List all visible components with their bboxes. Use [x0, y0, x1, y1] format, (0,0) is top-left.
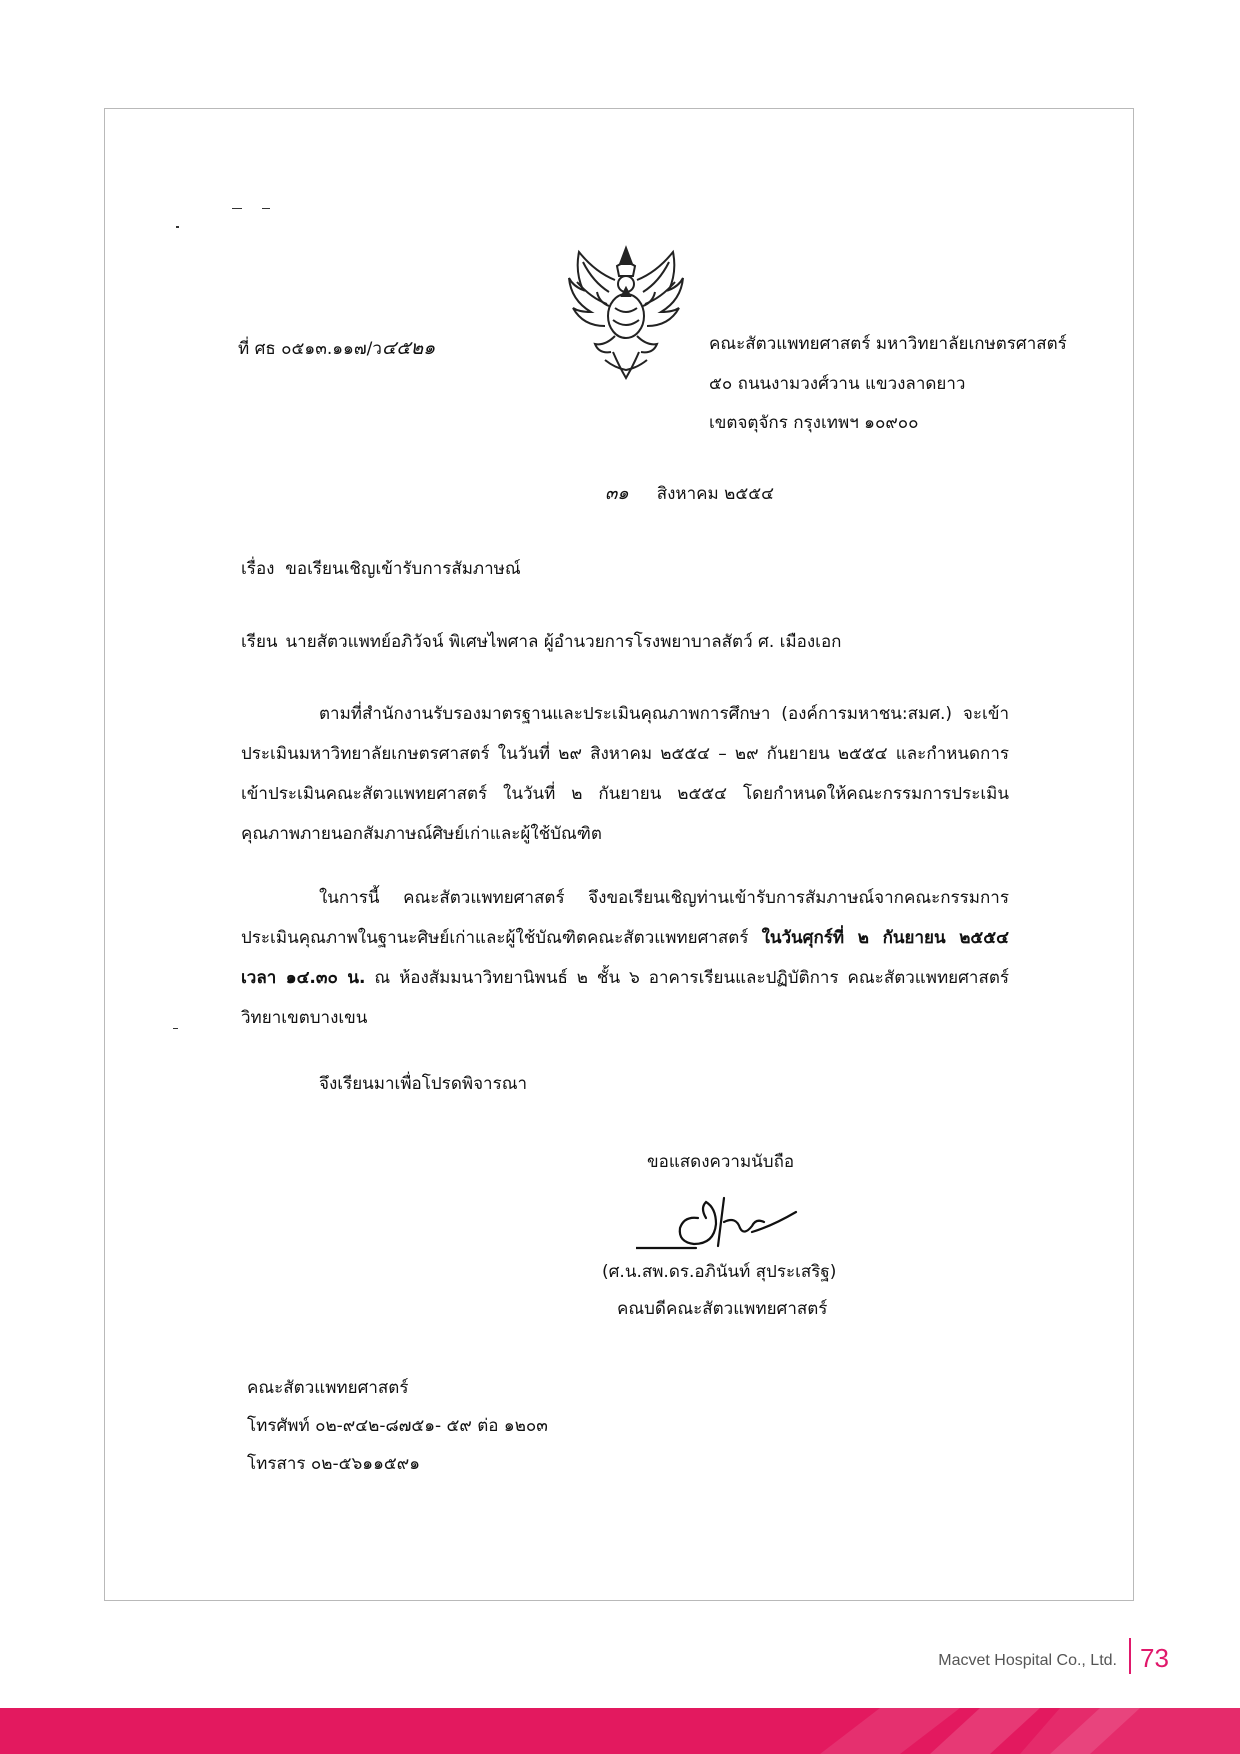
garuda-emblem-icon: [565, 242, 687, 382]
recipient-label: เรียน: [241, 632, 278, 652]
document-number: [238, 336, 435, 361]
body-paragraph-1-text: ตามที่สำนักงานรับรองมาตรฐานและประเมินคุณภาพการศึกษา (องค์การมหาชน:สมศ.) จะเข้าประเมินมหาวิทยาลัยเกษตรศาสตร์ ในวันที่ ๒๙ สิงหาคม ๒๕๕๔ – ๒๙ กันยายน ๒๕๕๔ และกำหนดการเข้าประเมินคณะสัตวแพทยศาสตร์ ในวันที่ ๒ กันยายน ๒๕๕๔ โดยกำหนดให้คณะกรรมการประเมินคุณภาพภายนอกสัมภาษณ์ศิษย์เก่าและผู้ใช้บัณฑิต: [241, 704, 1009, 844]
sender-address-line-3: เขตจตุจักร กรุงเทพฯ ๑๐๙๐๐: [709, 413, 919, 433]
subject-text: ขอเรียนเชิญเข้ารับการสัมภาษณ์: [285, 559, 521, 579]
recipient-line: [241, 630, 841, 654]
scan-speck: [176, 226, 179, 228]
document-number-printed: ที่ ศธ ๐๕๑๓.๑๑๗/ว: [238, 339, 382, 359]
contact-fax: โทรสาร ๐๒-๕๖๑๑๕๙๑: [247, 1454, 420, 1474]
handwritten-signature: [636, 1188, 806, 1258]
body-paragraph-1: [241, 694, 1009, 854]
footer-accent-bar: [0, 1708, 1240, 1754]
scan-speck: [173, 1028, 178, 1029]
meeting-date: ในวันศุกร์ที่ ๒ กันยายน ๒๕๕๔: [761, 928, 1010, 948]
page-number: 73: [1140, 1643, 1169, 1673]
signer-name: (ศ.น.สพ.ดร.อภินันท์ สุประเสริฐ): [602, 1262, 837, 1282]
footer-separator: [1129, 1638, 1131, 1674]
meeting-time: เวลา ๑๔.๓๐ น.: [241, 968, 366, 988]
regards-line: ขอแสดงความนับถือ: [647, 1152, 795, 1172]
body-paragraph-2: [241, 878, 1009, 1038]
body-paragraph-2-text-a: ในการนี้ คณะสัตวแพทยศาสตร์ จึงขอเรียนเชิญท่านเข้ารับการสัมภาษณ์จากคณะกรรมการประเมินคุณภาพในฐานะศิษย์เก่าและผู้ใช้บัณฑิตคณะสัตวแพทยศาสตร์: [241, 888, 1009, 948]
date-month-year: สิงหาคม ๒๕๕๔: [656, 484, 774, 504]
scan-speck: [262, 208, 270, 209]
contact-department: คณะสัตวแพทยศาสตร์: [247, 1378, 409, 1398]
sender-address-line-2: ๕๐ ถนนงามวงศ์วาน แขวงลาดยาว: [709, 374, 966, 394]
company-name: Macvet Hospital Co., Ltd.: [938, 1652, 1117, 1669]
closing-line: จึงเรียนมาเพื่อโปรดพิจารณา: [319, 1074, 528, 1094]
letter-date: [605, 482, 774, 506]
subject-label: เรื่อง: [241, 559, 275, 579]
subject-line: [241, 557, 521, 581]
scan-speck: [232, 208, 242, 209]
signer-title: คณบดีคณะสัตวแพทยศาสตร์: [617, 1299, 828, 1319]
date-day-handwritten: ๓๑: [605, 483, 629, 504]
body-paragraph-2-text-b: ณ ห้องสัมมนาวิทยานิพนธ์ ๒ ชั้น ๖ อาคารเรียนและปฏิบัติการ คณะสัตวแพทยศาสตร์ วิทยาเขตบางเขน: [241, 968, 1009, 1028]
contact-phone: โทรศัพท์ ๐๒-๙๔๒-๘๗๕๑- ๕๙ ต่อ ๑๒๐๓: [247, 1416, 548, 1436]
document-number-handwritten: ๔๕๒๑: [381, 337, 436, 359]
recipient-text: นายสัตวแพทย์อภิวัจน์ พิเศษไพศาล ผู้อำนวยการโรงพยาบาลสัตว์ ศ. เมืองเอก: [285, 632, 842, 652]
sender-address-line-1: คณะสัตวแพทยศาสตร์ มหาวิทยาลัยเกษตรศาสตร์: [709, 334, 1067, 354]
